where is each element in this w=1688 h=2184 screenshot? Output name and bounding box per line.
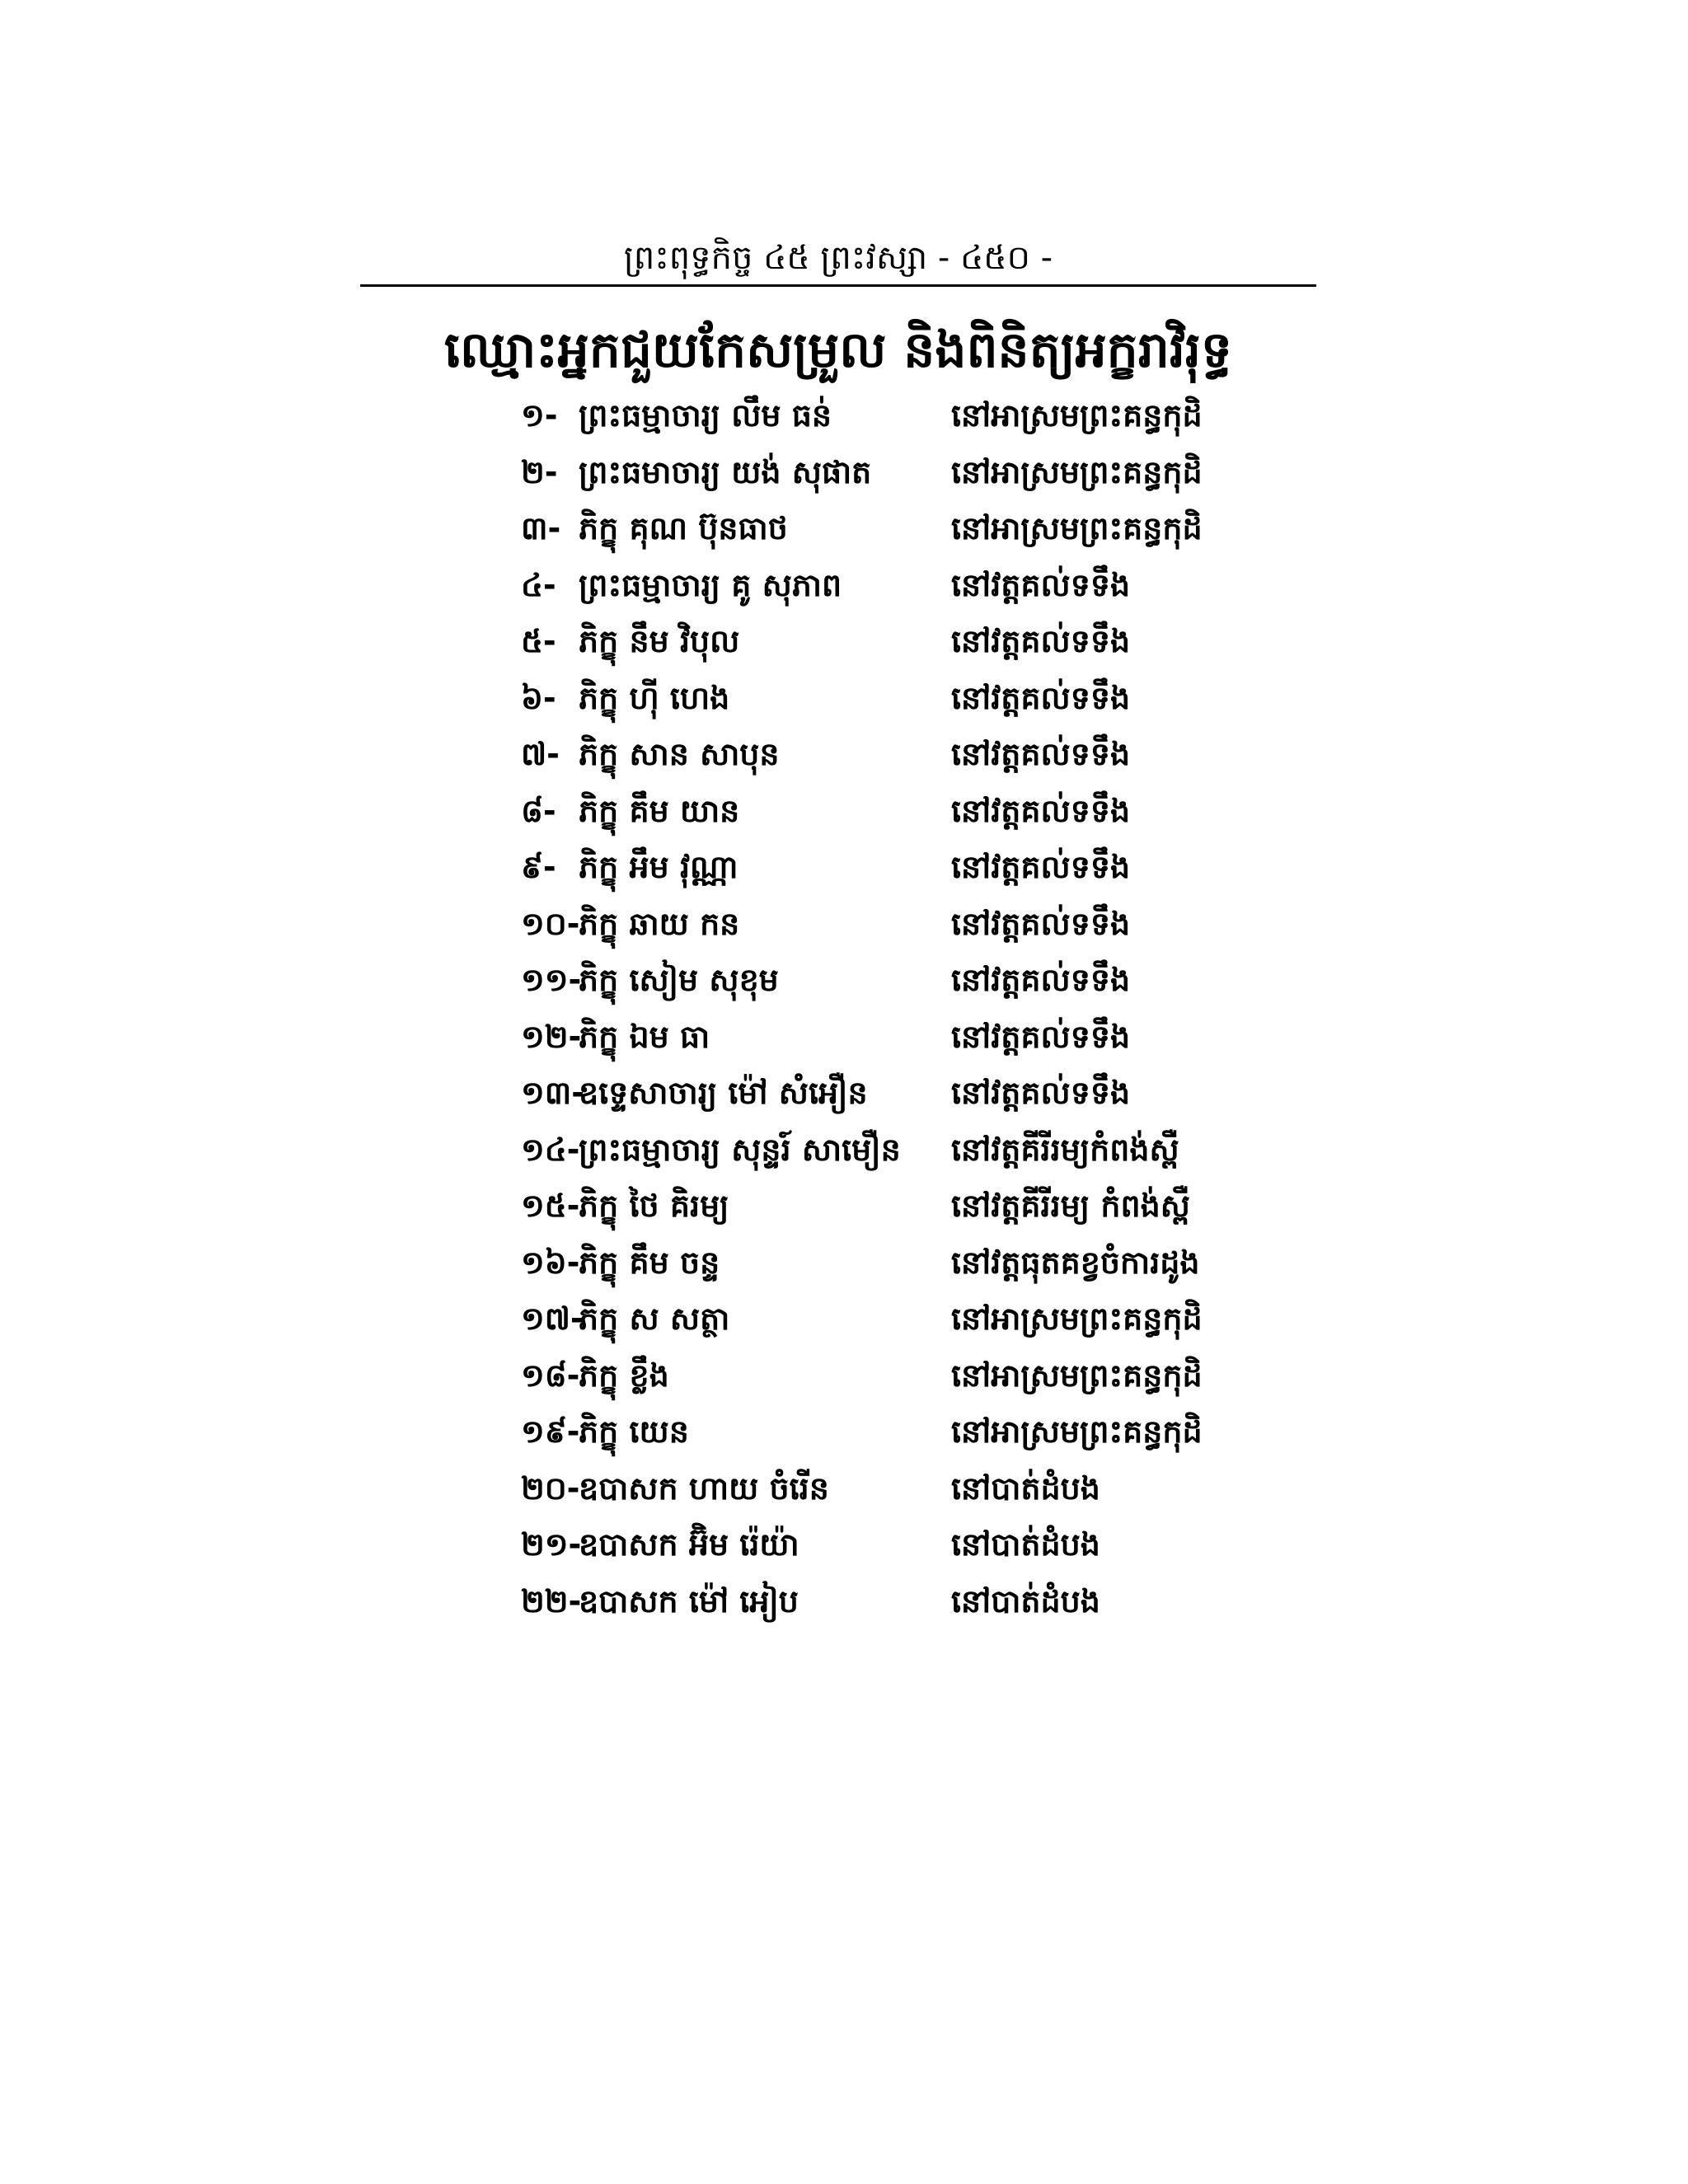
item-location: នៅអាស្រមព្រះគន្ធកុដិ [951,453,1203,490]
item-number: ១៩- [521,1413,580,1450]
item-number: ១- [521,397,558,434]
item-name: ភិក្ខុ ថៃ គិរម្យ [579,1188,729,1224]
list-item [521,1065,1197,1122]
list-item [521,1460,1197,1517]
item-number: ១៤- [521,1131,580,1168]
item-number: ៥- [521,623,556,659]
item-number: ២១- [521,1526,582,1563]
list-item [521,1178,1197,1235]
page-header: ព្រះពុទ្ធកិច្ច ៤៥ ព្រះវស្សា - ៤៥០ - [623,239,1053,277]
item-number: ៩- [521,849,556,885]
item-location: នៅវត្តគីរីរម្យ កំពង់ស្ពឺ [951,1188,1190,1224]
item-location: នៅវត្តគល់ទទឹង [951,623,1131,659]
item-name: ភិក្ខុ ឆាយ កន [579,905,740,942]
item-name: ព្រះធម្មាចារ្យ លឹម ធន់ [579,397,832,434]
item-number: ១៨- [521,1357,580,1394]
item-name: ភិក្ខុ គឹម យាន [579,792,740,829]
list-item [521,1404,1203,1460]
item-name: ឧទ្ទេសាចារ្យ ម៉ៅ សំអឿន [579,1075,868,1111]
item-name: ភិក្ខុ គឹម ចន្ទ [579,1244,720,1281]
item-location: នៅវត្តគល់ទទឹង [951,962,1131,998]
item-number: ១០- [521,905,580,942]
item-name: ភិក្ខុ ហ៊ី ហេង [579,679,730,716]
list-item [521,1573,1197,1630]
list-item [521,387,1203,444]
item-number: ១៧- [521,1301,584,1337]
item-number: ៦- [521,679,556,716]
contributor-list [521,387,1203,1629]
item-location: នៅវត្តគល់ទទឹង [951,679,1131,716]
item-number: ២- [521,453,558,490]
item-name: ភិក្ខុ ខ្លឹង [579,1357,669,1394]
item-location: នៅអាស្រមព្រះគន្ធកុដិ [951,510,1203,546]
item-name: ព្រះធម្មាចារ្យ សុន្ទរ៍ សាមឿន [579,1131,901,1168]
item-name: ឧបាសក ហាយ ចំរើន [579,1469,829,1507]
item-location: នៅបាត់ដំបង [951,1469,1100,1507]
item-name: ឧបាសក ម៉ៅ អៀប [579,1582,799,1619]
item-number: ២២- [521,1582,582,1619]
item-name: ព្រះធម្មាចារ្យ គូ សុភាព [579,566,842,603]
list-item [521,557,1197,614]
item-number: ២០- [521,1469,580,1507]
list-item [521,1291,1203,1347]
item-location: នៅបាត់ដំបង [951,1582,1100,1619]
list-item [521,1516,1197,1573]
item-name: ភិក្ខុ អឹម វុណ្ណា [579,849,738,885]
item-location: នៅវត្តគល់ទទឹង [951,736,1131,772]
list-item [521,1347,1203,1404]
item-number: ៧- [521,736,560,772]
item-name: ឧបាសក អ៊ិម រ៉េយ៉ា [579,1526,799,1563]
page-title: ឈ្មោះអ្នកជួយកែសម្រួល និងពិនិត្យអក្ខរាវិរុទ្ធ [443,321,1233,379]
item-location: នៅបាត់ដំបង [951,1526,1100,1563]
item-number: ៣- [521,510,561,546]
item-location: នៅអាស្រមព្រះគន្ធកុដិ [951,1357,1203,1394]
item-number: ៤- [521,566,556,603]
item-name: ភិក្ខុ សាន សាបុន [579,736,780,772]
item-location: នៅវត្តគល់ទទឹង [951,566,1131,603]
item-number: ៨- [521,792,556,829]
list-item [521,613,1197,670]
item-name: ភិក្ខុ គុណ ប៊ុនធាថ [579,510,788,546]
list-item [521,896,1197,953]
list-item [521,952,1197,1009]
item-name: ភិក្ខុ ស សត្ថា [579,1301,730,1337]
list-item [521,726,1197,783]
item-number: ១២- [521,1018,582,1055]
item-name: ភិក្ខុ យេន [579,1413,689,1450]
item-location: នៅអាស្រមព្រះគន្ធកុដិ [951,1413,1203,1450]
item-number: ១៣- [521,1075,585,1111]
list-item [521,670,1197,727]
item-name: ភិក្ខុ ឯម ធា [579,1018,710,1055]
list-item [521,783,1197,840]
list-item [521,1235,1200,1291]
list-item [521,1009,1197,1066]
item-location: នៅវត្តគល់ទទឹង [951,1075,1131,1111]
list-item [521,839,1197,896]
list-item [521,1122,1197,1179]
item-name: ភិក្ខុ នឹម វិបុល [579,623,740,659]
item-location: នៅវត្តគល់ទទឹង [951,792,1131,829]
list-item [521,444,1203,501]
item-location: នៅវត្តគល់ទទឹង [951,1018,1131,1055]
item-location: នៅវត្តធុតគខ្វចំការដូង [951,1244,1200,1281]
item-location: នៅវត្តគល់ទទឹង [951,905,1131,942]
item-name: ព្រះធមាចារ្យ យង់ សុផាត [579,453,872,490]
item-location: នៅអាស្រមព្រះគន្ធកុដិ [951,1301,1203,1337]
item-location: នៅវត្តគល់ទទឹង [951,849,1131,885]
item-location: នៅអាស្រមព្រះគន្ធកុដិ [951,397,1203,434]
item-number: ១៥- [521,1188,580,1224]
list-item [521,500,1203,557]
item-number: ១១- [521,962,582,998]
header-divider [360,284,1316,287]
item-name: ភិក្ខុ សៀម សុខុម [579,962,779,998]
item-number: ១៦- [521,1244,580,1281]
item-location: នៅវត្តគីរីរម្យកំពង់ស្ពឺ [951,1131,1179,1168]
